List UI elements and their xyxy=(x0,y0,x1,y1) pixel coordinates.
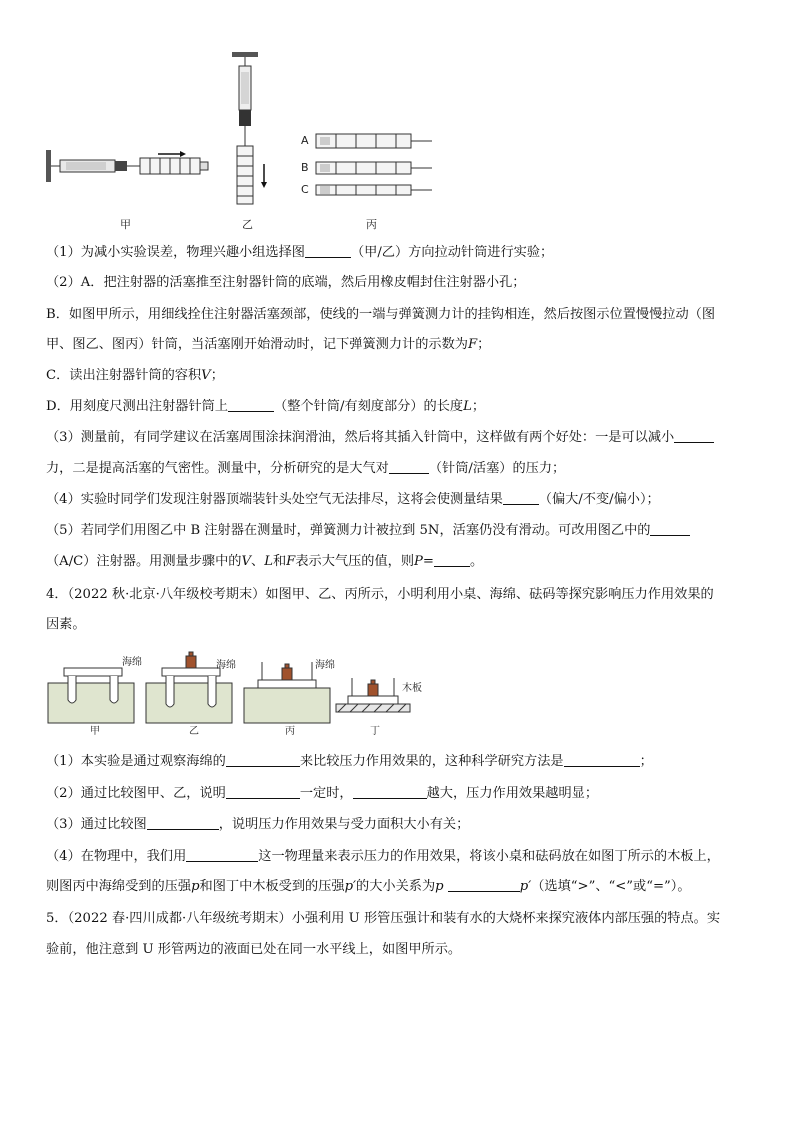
answer-blank[interactable] xyxy=(353,785,427,799)
answer-blank[interactable] xyxy=(389,460,429,474)
punct: ； xyxy=(477,337,491,352)
q3-part2-c xyxy=(46,367,756,384)
q3-step-d-text2: （整个针筒/有刻度部分）的长度 xyxy=(274,399,464,414)
syringe-label-c: C xyxy=(301,183,309,196)
q4-stem-text: 4．（2022 秋·北京·八年级校考期末）如图甲、乙、丙所示，小明利用小桌、海绵、砝码等探究影响压力作用效果的 xyxy=(46,587,714,602)
q3-step-d-text: D．用刻度尺测出注射器针筒上 xyxy=(46,399,229,414)
q3-part2-a xyxy=(46,274,756,291)
q4-stem-text2: 因素。 xyxy=(46,617,86,632)
q4-part3-text: （3）通过比较图 xyxy=(46,817,147,832)
setup-jia xyxy=(48,668,134,723)
setup-ding xyxy=(336,678,410,712)
syringe-label-b: B xyxy=(301,161,309,174)
var-p: p xyxy=(435,879,444,894)
label-sponge-bing: 海绵 xyxy=(315,660,335,671)
q3-part1-text: （1）为减小实验误差，物理兴趣小组选择图 xyxy=(46,245,305,260)
q3-part5-text3: 表示大气压的值，则 xyxy=(295,554,415,569)
punct: 、 xyxy=(251,554,265,569)
q4-part4-text5: 的大小关系为 xyxy=(356,879,436,894)
label-sponge-jia: 海绵 xyxy=(122,657,142,668)
q3-part2-b-line2 xyxy=(46,336,756,353)
q3-part1 xyxy=(46,244,756,261)
punct: ； xyxy=(210,368,224,383)
q4-part1 xyxy=(46,753,756,770)
var-p-prime: p′ xyxy=(344,879,357,894)
q3-step-c-text: C．读出注射器针筒的容积 xyxy=(46,368,202,383)
var-f: F xyxy=(468,337,478,352)
answer-blank[interactable] xyxy=(650,522,690,536)
var-p: P xyxy=(414,554,423,569)
pressure-effect-figure xyxy=(46,648,426,738)
q5-stem-text2: 验前，他注意到 U 形管两边的液面已处在同一水平线上，如图甲所示。 xyxy=(46,942,462,957)
q3-part4-text2: （偏大/不变/偏小）； xyxy=(538,492,660,507)
caption-jia-2: 甲 xyxy=(90,726,100,737)
q4-part2-text3: 越大，压力作用效果越明显； xyxy=(426,786,599,801)
punct: ； xyxy=(471,399,486,414)
syringe-setup-yi xyxy=(232,52,267,204)
q5-stem-text: 5．（2022 春·四川成都·八年级统考期末）小强利用 U 形管压强计和装有水的大烧杯来探究液体内部压强的特点。实 xyxy=(46,911,721,926)
q3-part5-line1 xyxy=(46,522,756,539)
caption-yi-2: 乙 xyxy=(189,726,199,737)
syringe-figure xyxy=(40,50,460,215)
q3-part5-text: （5）若同学们用图乙中 B 注射器在测量时，弹簧测力计被拉到 5N，活塞仍没有滑动。可改用图乙中的 xyxy=(46,523,651,538)
syringe-label-a: A xyxy=(301,134,309,147)
q3-part1-text-end: （甲/乙）方向拉动针筒进行实验； xyxy=(350,245,554,260)
q3-part2-text: （2）A．把注射器的活塞推至注射器针筒的底端，然后用橡皮帽封住注射器小孔； xyxy=(46,275,526,290)
caption-jia: 甲 xyxy=(120,218,131,231)
q4-stem-line2 xyxy=(46,616,756,633)
var-v: V xyxy=(241,554,252,569)
q4-part2-text: （2）通过比较图甲、乙，说明 xyxy=(46,786,226,801)
var-v: V xyxy=(201,368,211,383)
equals: = xyxy=(422,554,434,569)
caption-bing: 丙 xyxy=(366,218,377,231)
caption-yi: 乙 xyxy=(242,218,253,231)
var-p-prime: p′ xyxy=(519,879,532,894)
q3-part2-b-line1 xyxy=(46,306,756,323)
label-sponge-yi: 海绵 xyxy=(216,660,236,671)
syringe-setup-jia xyxy=(46,150,208,182)
q3-step-b-text: B．如图甲所示，用细线拴住注射器活塞颈部，使线的一端与弹簧测力计的挂钩相连，然后按图示位置慢慢拉动（图 xyxy=(46,307,716,322)
q3-step-b-text2: 甲、图乙、图丙）针筒，当活塞刚开始滑动时，记下弹簧测力计的示数为 xyxy=(46,337,468,352)
setup-bing xyxy=(244,662,330,723)
q4-part4-line2 xyxy=(46,878,756,895)
var-l: L xyxy=(264,554,273,569)
q3-part3-text3: （针筒/活塞）的压力； xyxy=(428,461,566,476)
var-l: L xyxy=(463,399,472,414)
q3-part4 xyxy=(46,491,756,508)
q3-part5-text2: （A/C）注射器。用测量步骤中的 xyxy=(46,554,242,569)
punct: 。 xyxy=(469,554,484,569)
q4-part2 xyxy=(46,785,756,802)
label-board-ding: 木板 xyxy=(402,683,422,694)
q3-part3-text: （3）测量前，有同学建议在活塞周围涂抹润滑油，然后将其插入针筒中，这样做有两个好处：一是可以减小 xyxy=(46,430,675,445)
q4-part4-text2: 这一物理量来表示压力的作用效果，将该小桌和砝码放在如图丁所示的木板上， xyxy=(258,849,720,864)
q5-stem-line1 xyxy=(46,910,756,927)
syringe-set-bing xyxy=(316,134,432,195)
q4-part3 xyxy=(46,816,756,833)
q3-part5-line2 xyxy=(46,553,756,570)
q3-part4-text: （4）实验时同学们发现注射器顶端装针头处空气无法排尽，这将会使测量结果 xyxy=(46,492,503,507)
caption-bing-2: 丙 xyxy=(285,726,295,737)
var-f: F xyxy=(286,554,296,569)
answer-blank[interactable] xyxy=(305,244,351,258)
q3-part3-text2: 力，二是提高活塞的气密性。测量中，分析研究的是大气对 xyxy=(46,461,389,476)
q3-part3-line1 xyxy=(46,429,756,446)
q4-part3-text2: ，说明压力作用效果与受力面积大小有关； xyxy=(218,817,470,832)
q4-part1-text: （1）本实验是通过观察海绵的 xyxy=(46,754,226,769)
q5-stem-line2 xyxy=(46,941,756,958)
q3-part3-line2 xyxy=(46,460,756,477)
answer-blank[interactable] xyxy=(434,553,470,567)
q4-part1-text2: 来比较压力作用效果的，这种科学研究方法是 xyxy=(299,754,564,769)
answer-blank[interactable] xyxy=(503,491,539,505)
var-p: p xyxy=(191,879,200,894)
answer-blank[interactable] xyxy=(448,878,520,892)
answer-blank[interactable] xyxy=(147,816,219,830)
q4-part4-text4: 和图丁中木板受到的压强 xyxy=(199,879,345,894)
caption-ding-2: 丁 xyxy=(370,726,380,737)
conj: 和 xyxy=(272,554,287,569)
answer-blank[interactable] xyxy=(564,753,640,767)
q3-part2-d xyxy=(46,398,756,415)
q4-part4-line1 xyxy=(46,848,756,865)
answer-blank[interactable] xyxy=(228,398,274,412)
answer-blank[interactable] xyxy=(226,785,300,799)
q4-part4-text3: 则图丙中海绵受到的压强 xyxy=(46,879,192,894)
q4-part4-text6: （选填“>”、“<”或“=”）。 xyxy=(531,879,691,894)
answer-blank[interactable] xyxy=(674,429,714,443)
answer-blank[interactable] xyxy=(186,848,258,862)
q4-part2-text2: 一定时， xyxy=(299,786,353,801)
answer-blank[interactable] xyxy=(226,753,300,767)
punct: ； xyxy=(639,754,653,769)
q4-stem-line1 xyxy=(46,586,756,603)
q4-part4-text: （4）在物理中，我们用 xyxy=(46,849,187,864)
